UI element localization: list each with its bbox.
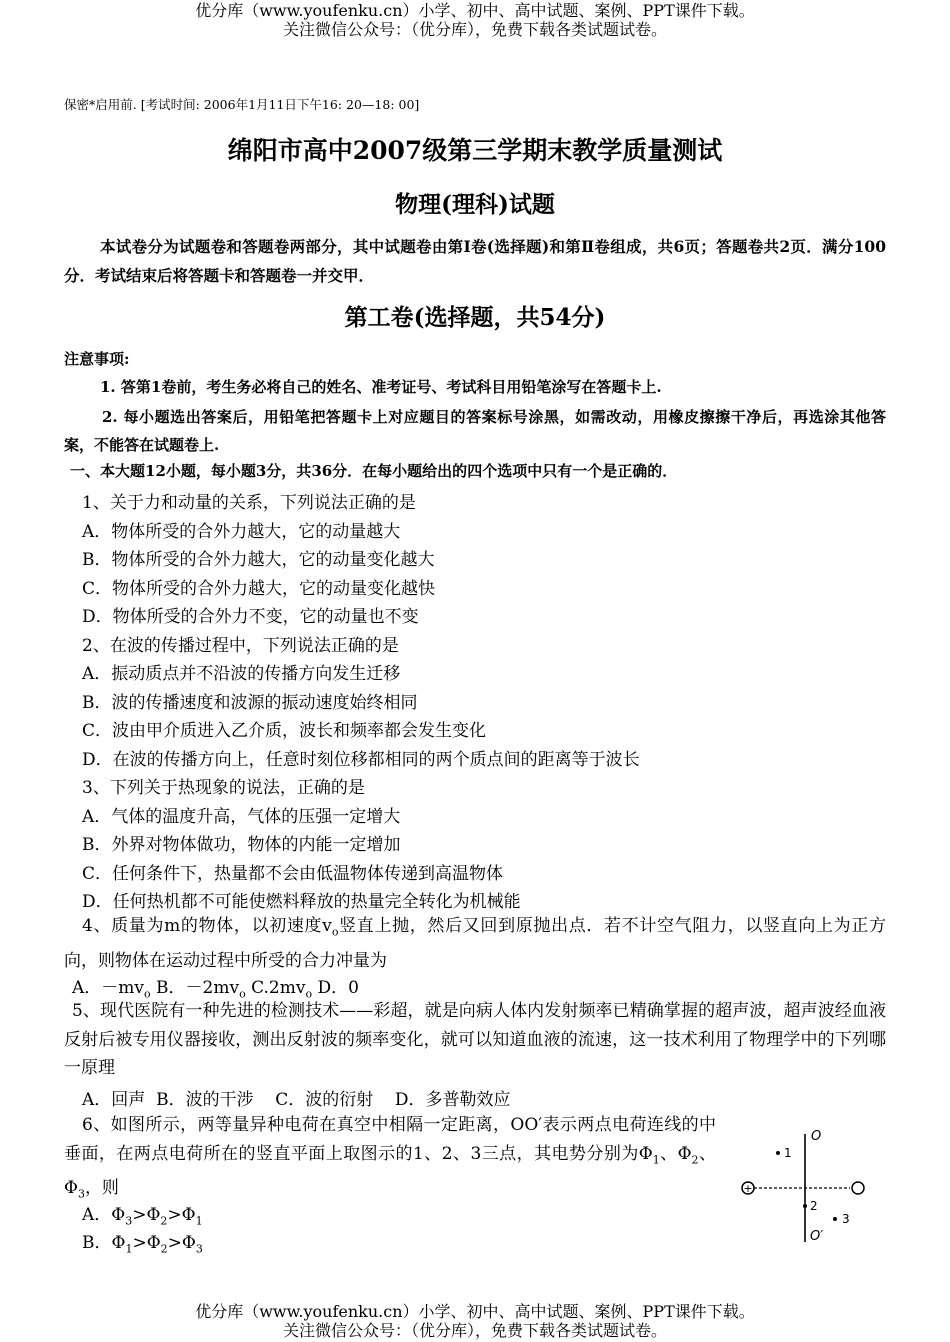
plus-sign: + (743, 1182, 753, 1195)
part-one-title: 第工卷(选择题，共54分) (344, 304, 606, 331)
q5-options: A．回声 B．波的干涉 C．波的衍射 D．多普勒效应 (82, 1090, 511, 1110)
q4-stem: 4、质量为m的物体，以初速度$v_o$竖直上抛，然后又回到原抛出点．若不计空气阻力，以竖直向上为正方向，则物体在运动过程中所受的合力冲量为 (64, 916, 887, 971)
q4-options: A．$-mv_o$ B．$-2mv_o$ $C.2mv_o$ D．0 (72, 978, 359, 1001)
q6-stem: 6、如图所示，两等量异种电荷在真空中相隔一定距离，OO′表示两点电荷连线的中垂面，在两点电荷所在的竖直平面上取图示的1、2、3三点，其电势分别为$\Phi_1$、$\Phi_2$、$\Phi_3$，则 (64, 1115, 716, 1201)
point-3-label: 3 (842, 1212, 850, 1226)
q3-stem: 3、下列关于热现象的说法，正确的是 (82, 778, 365, 798)
label-o-prime: O′ (810, 1229, 824, 1244)
label-o: O (811, 1129, 822, 1144)
notice-item-1: 1. 答第1卷前，考生务必将自己的姓名、准考证号、考试科目用铅笔涂写在答题卡上. (100, 378, 662, 396)
q2-option-a: A．振动质点并不沿波的传播方向发生迁移 (82, 664, 401, 684)
q3-option-b: B．外界对物体做功，物体的内能一定增加 (82, 835, 401, 855)
point-1-label: 1 (784, 1146, 792, 1160)
q6-option-a: A．$\Phi_3>\Phi_2>\Phi_1$ (82, 1205, 203, 1228)
exam-title: 绵阳市高中2007级第三学期末教学质量测试 (227, 136, 723, 165)
point-1-dot (776, 1151, 780, 1155)
charge-figure (732, 1120, 882, 1250)
q3-option-c: C．任何条件下，热量都不会由低温物体传递到高温物体 (82, 864, 504, 884)
q1-option-b: B．物体所受的合外力越大，它的动量变化越大 (82, 550, 435, 570)
q1-option-d: D．物体所受的合外力不变，它的动量也不变 (82, 607, 419, 627)
q3-option-d: D．任何热机都不可能使燃料释放的热量完全转化为机械能 (82, 892, 521, 912)
footer-banner-line-1: 优分库（www.youfenku.cn）小学、初中、高中试题、案例、PPT课件下载。 (195, 1302, 755, 1321)
site-banner-line-1: 优分库（www.youfenku.cn）小学、初中、高中试题、案例、PPT课件下载。 (195, 1, 755, 20)
exam-intro: 本试卷分为试题卷和答题卷两部分，其中试题卷由第Ⅰ卷(选择题)和第Ⅱ卷组成，共6页；答题卷共2页．满分100分．考试结束后将答题卡和答题卷一并交甲． (64, 237, 886, 285)
q5-stem: 5、现代医院有一种先进的检测技术——彩超，就是向病人体内发射频率已精确掌握的超声波，超声波经血液反射后被专用仪器接收，测出反射波的频率变化，就可以知道血液的流速，这一技术利用了物理学中的下列哪一原理 (64, 1001, 886, 1078)
q1-stem: 1、关于力和动量的关系，下列说法正确的是 (82, 493, 416, 513)
q1-option-c: C．物体所受的合外力越大，它的动量变化越快 (82, 579, 436, 599)
point-2-label: 2 (810, 1199, 818, 1213)
negative-charge-icon (852, 1182, 864, 1194)
section-one-heading: 一、本大题12小题，每小题3分，共36分．在每小题给出的四个选项中只有一个是正确的． (70, 462, 678, 480)
point-3-dot (833, 1217, 837, 1221)
q2-option-b: B．波的传播速度和波源的振动速度始终相同 (82, 693, 418, 713)
point-2-dot (803, 1204, 807, 1208)
exam-subtitle: 物理(理科)试题 (395, 191, 555, 218)
q2-option-c: C．波由甲介质进入乙介质，波长和频率都会发生变化 (82, 721, 487, 741)
site-banner-line-2: 关注微信公众号：（优分库），免费下载各类试题试卷。 (282, 20, 667, 39)
footer-banner-line-2: 关注微信公众号：（优分库），免费下载各类试题试卷。 (282, 1321, 667, 1340)
notice-item-2: 2. 每小题选出答案后，用铅笔把答题卡上对应题目的答案标号涂黑，如需改动，用橡皮擦擦干净后，再选涂其他答案，不能答在试题卷上. (64, 408, 886, 454)
notice-heading: 注意事项: (64, 350, 130, 368)
confidential-note: 保密*启用前. [考试时间: 2006年1月11日下午16: 20—18: 00] (64, 97, 420, 112)
q2-stem: 2、在波的传播过程中，下列说法正确的是 (82, 636, 399, 656)
q3-option-a: A．气体的温度升高，气体的压强一定增大 (82, 807, 401, 827)
q2-option-d: D．在波的传播方向上，任意时刻位移都相同的两个质点间的距离等于波长 (82, 750, 640, 770)
q6-option-b: B．$\Phi_1>\Phi_2>\Phi_3$ (82, 1233, 203, 1256)
q1-option-a: A．物体所受的合外力越大，它的动量越大 (82, 522, 401, 542)
